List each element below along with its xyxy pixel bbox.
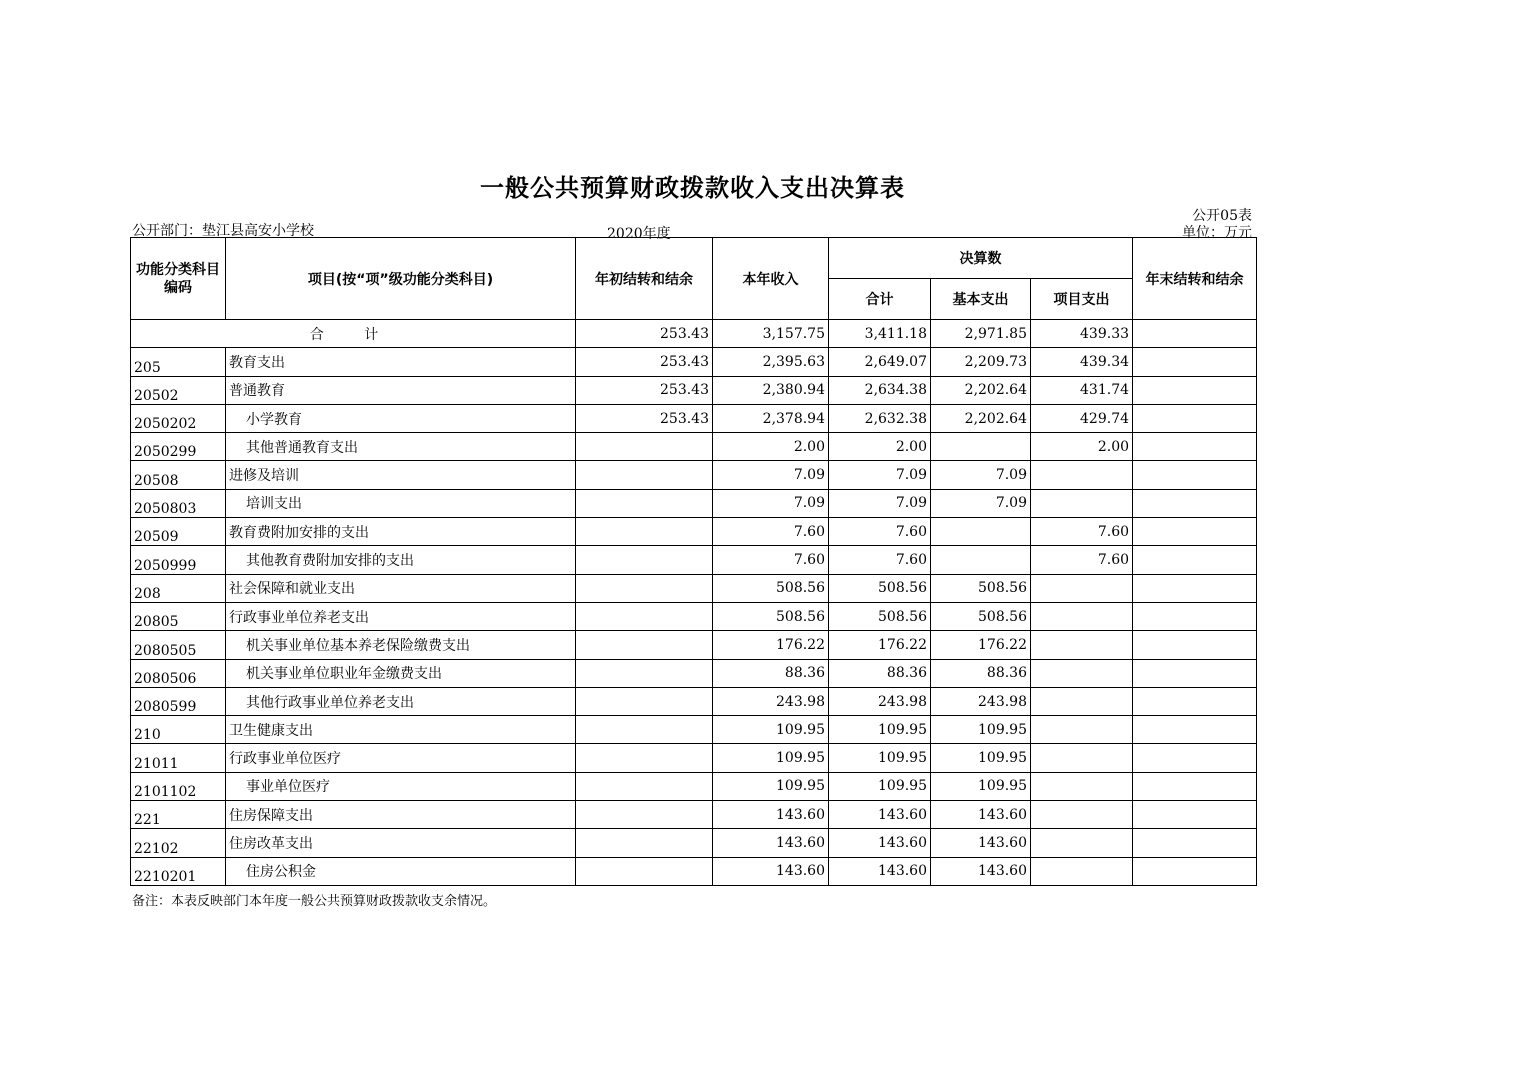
row-final-project: 2.00 <box>1031 433 1133 461</box>
row-begin-balance <box>576 489 713 517</box>
row-item-name: 教育费附加安排的支出 <box>226 518 576 546</box>
table-row <box>131 687 1257 715</box>
total-row <box>131 320 1257 348</box>
table-row <box>131 602 1257 630</box>
row-final-basic: 109.95 <box>931 772 1031 800</box>
row-income: 508.56 <box>713 574 829 602</box>
row-final-basic <box>931 546 1031 574</box>
row-item-name: 住房保障支出 <box>226 801 576 829</box>
row-code: 20509 <box>131 518 226 546</box>
total-final-total: 3,411.18 <box>829 320 931 348</box>
row-final-total: 7.60 <box>829 518 931 546</box>
row-code: 2210201 <box>131 857 226 885</box>
row-final-project <box>1031 829 1133 857</box>
row-end-balance <box>1133 461 1257 489</box>
table-row <box>131 461 1257 489</box>
row-final-basic <box>931 518 1031 546</box>
row-begin-balance: 253.43 <box>576 404 713 432</box>
table-row <box>131 574 1257 602</box>
row-final-project <box>1031 489 1133 517</box>
unit-label: 单位：万元 <box>1182 225 1252 241</box>
row-item-name: 社会保障和就业支出 <box>226 574 576 602</box>
row-item-name: 行政事业单位医疗 <box>226 744 576 772</box>
row-final-total: 176.22 <box>829 631 931 659</box>
row-final-project <box>1031 602 1133 630</box>
form-number-label: 公开05表 <box>1192 208 1252 224</box>
row-income: 2,395.63 <box>713 348 829 376</box>
row-income: 243.98 <box>713 687 829 715</box>
row-final-project <box>1031 574 1133 602</box>
row-end-balance <box>1133 489 1257 517</box>
row-item-name: 教育支出 <box>226 348 576 376</box>
row-end-balance <box>1133 631 1257 659</box>
row-code: 2050999 <box>131 546 226 574</box>
row-end-balance <box>1133 659 1257 687</box>
header-final-project: 项目支出 <box>1031 279 1133 320</box>
row-item-name: 行政事业单位养老支出 <box>226 602 576 630</box>
row-income: 143.60 <box>713 801 829 829</box>
row-income: 2,380.94 <box>713 376 829 404</box>
table-row <box>131 829 1257 857</box>
total-end <box>1133 320 1257 348</box>
row-final-total: 7.09 <box>829 489 931 517</box>
row-code: 2080599 <box>131 687 226 715</box>
table-row <box>131 489 1257 517</box>
row-begin-balance <box>576 829 713 857</box>
row-code: 221 <box>131 801 226 829</box>
row-income: 109.95 <box>713 716 829 744</box>
row-code: 2080506 <box>131 659 226 687</box>
row-begin-balance <box>576 659 713 687</box>
row-final-project: 7.60 <box>1031 546 1133 574</box>
row-final-project <box>1031 631 1133 659</box>
row-item-name: 住房改革支出 <box>226 829 576 857</box>
row-code: 2050803 <box>131 489 226 517</box>
row-final-total: 7.60 <box>829 546 931 574</box>
row-final-project <box>1031 659 1133 687</box>
row-final-total: 88.36 <box>829 659 931 687</box>
row-end-balance <box>1133 433 1257 461</box>
row-end-balance <box>1133 716 1257 744</box>
header-begin-balance: 年初结转和结余 <box>576 238 713 320</box>
page-title: 一般公共预算财政拨款收入支出决算表 <box>480 173 905 202</box>
fiscal-year-label: 2020年度 <box>607 226 671 242</box>
row-final-basic: 508.56 <box>931 574 1031 602</box>
row-end-balance <box>1133 546 1257 574</box>
table-row <box>131 518 1257 546</box>
row-final-total: 243.98 <box>829 687 931 715</box>
row-final-basic: 508.56 <box>931 602 1031 630</box>
footnote: 备注：本表反映部门本年度一般公共预算财政拨款收支余情况。 <box>132 894 497 909</box>
row-item-name: 其他教育费附加安排的支出 <box>226 546 576 574</box>
row-end-balance <box>1133 744 1257 772</box>
row-begin-balance <box>576 433 713 461</box>
row-final-basic: 176.22 <box>931 631 1031 659</box>
row-item-name: 卫生健康支出 <box>226 716 576 744</box>
row-income: 143.60 <box>713 829 829 857</box>
row-begin-balance: 253.43 <box>576 376 713 404</box>
row-begin-balance <box>576 772 713 800</box>
row-income: 109.95 <box>713 772 829 800</box>
total-begin: 253.43 <box>576 320 713 348</box>
table-row <box>131 546 1257 574</box>
row-final-total: 2,634.38 <box>829 376 931 404</box>
row-final-total: 508.56 <box>829 602 931 630</box>
row-final-project <box>1031 716 1133 744</box>
row-code: 2050202 <box>131 404 226 432</box>
row-income: 2.00 <box>713 433 829 461</box>
row-code: 20508 <box>131 461 226 489</box>
row-final-total: 2.00 <box>829 433 931 461</box>
row-item-name: 住房公积金 <box>226 857 576 885</box>
row-item-name: 其他普通教育支出 <box>226 433 576 461</box>
row-code: 205 <box>131 348 226 376</box>
row-begin-balance <box>576 857 713 885</box>
row-final-total: 143.60 <box>829 829 931 857</box>
row-income: 88.36 <box>713 659 829 687</box>
total-final-project: 439.33 <box>1031 320 1133 348</box>
row-income: 2,378.94 <box>713 404 829 432</box>
row-final-total: 109.95 <box>829 772 931 800</box>
row-end-balance <box>1133 348 1257 376</box>
row-final-basic: 143.60 <box>931 857 1031 885</box>
row-final-basic: 143.60 <box>931 829 1031 857</box>
row-final-basic: 7.09 <box>931 461 1031 489</box>
row-income: 508.56 <box>713 602 829 630</box>
row-end-balance <box>1133 857 1257 885</box>
row-income: 176.22 <box>713 631 829 659</box>
row-final-total: 508.56 <box>829 574 931 602</box>
row-code: 2080505 <box>131 631 226 659</box>
row-final-total: 2,649.07 <box>829 348 931 376</box>
header-final-total: 合计 <box>829 279 931 320</box>
row-begin-balance <box>576 744 713 772</box>
row-final-project <box>1031 687 1133 715</box>
row-final-project: 439.34 <box>1031 348 1133 376</box>
header-item: 项目(按“项”级功能分类科目) <box>226 238 576 320</box>
table-row <box>131 659 1257 687</box>
row-code: 210 <box>131 716 226 744</box>
row-code: 22102 <box>131 829 226 857</box>
header-code: 功能分类科目编码 <box>131 238 226 320</box>
row-item-name: 事业单位医疗 <box>226 772 576 800</box>
row-begin-balance <box>576 687 713 715</box>
row-final-total: 7.09 <box>829 461 931 489</box>
row-final-basic: 2,202.64 <box>931 404 1031 432</box>
row-income: 7.09 <box>713 461 829 489</box>
row-item-name: 机关事业单位基本养老保险缴费支出 <box>226 631 576 659</box>
row-end-balance <box>1133 829 1257 857</box>
row-final-basic: 7.09 <box>931 489 1031 517</box>
row-final-basic: 88.36 <box>931 659 1031 687</box>
header-end-balance: 年末结转和结余 <box>1133 238 1257 320</box>
table-row <box>131 376 1257 404</box>
total-label: 合 计 <box>131 320 576 348</box>
table-row <box>131 404 1257 432</box>
row-item-name: 其他行政事业单位养老支出 <box>226 687 576 715</box>
row-final-basic: 109.95 <box>931 716 1031 744</box>
table-row <box>131 348 1257 376</box>
row-final-total: 143.60 <box>829 801 931 829</box>
table-row <box>131 716 1257 744</box>
row-income: 7.09 <box>713 489 829 517</box>
row-end-balance <box>1133 602 1257 630</box>
row-income: 143.60 <box>713 857 829 885</box>
row-final-project <box>1031 801 1133 829</box>
row-code: 21011 <box>131 744 226 772</box>
row-final-basic: 109.95 <box>931 744 1031 772</box>
table-row <box>131 857 1257 885</box>
row-income: 109.95 <box>713 744 829 772</box>
row-final-basic: 143.60 <box>931 801 1031 829</box>
row-final-project <box>1031 772 1133 800</box>
total-income: 3,157.75 <box>713 320 829 348</box>
row-item-name: 进修及培训 <box>226 461 576 489</box>
row-end-balance <box>1133 574 1257 602</box>
row-end-balance <box>1133 772 1257 800</box>
row-final-project: 429.74 <box>1031 404 1133 432</box>
header-final-basic: 基本支出 <box>931 279 1031 320</box>
row-end-balance <box>1133 376 1257 404</box>
row-begin-balance <box>576 716 713 744</box>
row-item-name: 普通教育 <box>226 376 576 404</box>
table-row <box>131 801 1257 829</box>
row-final-project: 431.74 <box>1031 376 1133 404</box>
table-row <box>131 744 1257 772</box>
row-final-total: 109.95 <box>829 744 931 772</box>
row-begin-balance <box>576 546 713 574</box>
table-row <box>131 433 1257 461</box>
table-row <box>131 631 1257 659</box>
total-final-basic: 2,971.85 <box>931 320 1031 348</box>
row-final-total: 2,632.38 <box>829 404 931 432</box>
row-code: 20502 <box>131 376 226 404</box>
row-begin-balance <box>576 801 713 829</box>
row-end-balance <box>1133 801 1257 829</box>
row-final-project <box>1031 744 1133 772</box>
row-begin-balance: 253.43 <box>576 348 713 376</box>
table-row <box>131 772 1257 800</box>
row-final-total: 109.95 <box>829 716 931 744</box>
row-begin-balance <box>576 518 713 546</box>
header-income: 本年收入 <box>713 238 829 320</box>
row-begin-balance <box>576 461 713 489</box>
row-end-balance <box>1133 518 1257 546</box>
row-code: 2050299 <box>131 433 226 461</box>
row-code: 208 <box>131 574 226 602</box>
row-item-name: 机关事业单位职业年金缴费支出 <box>226 659 576 687</box>
row-item-name: 小学教育 <box>226 404 576 432</box>
row-item-name: 培训支出 <box>226 489 576 517</box>
row-final-basic: 2,209.73 <box>931 348 1031 376</box>
row-final-project <box>1031 461 1133 489</box>
row-end-balance <box>1133 404 1257 432</box>
row-final-basic: 2,202.64 <box>931 376 1031 404</box>
row-code: 20805 <box>131 602 226 630</box>
budget-table <box>130 237 1257 886</box>
row-end-balance <box>1133 687 1257 715</box>
row-final-total: 143.60 <box>829 857 931 885</box>
row-final-project <box>1031 857 1133 885</box>
row-income: 7.60 <box>713 546 829 574</box>
row-begin-balance <box>576 574 713 602</box>
row-begin-balance <box>576 631 713 659</box>
row-code: 2101102 <box>131 772 226 800</box>
department-label: 公开部门：垫江县高安小学校 <box>132 223 314 239</box>
row-final-basic: 243.98 <box>931 687 1031 715</box>
row-final-basic <box>931 433 1031 461</box>
row-begin-balance <box>576 602 713 630</box>
header-final-group: 决算数 <box>829 238 1133 279</box>
row-income: 7.60 <box>713 518 829 546</box>
row-final-project: 7.60 <box>1031 518 1133 546</box>
